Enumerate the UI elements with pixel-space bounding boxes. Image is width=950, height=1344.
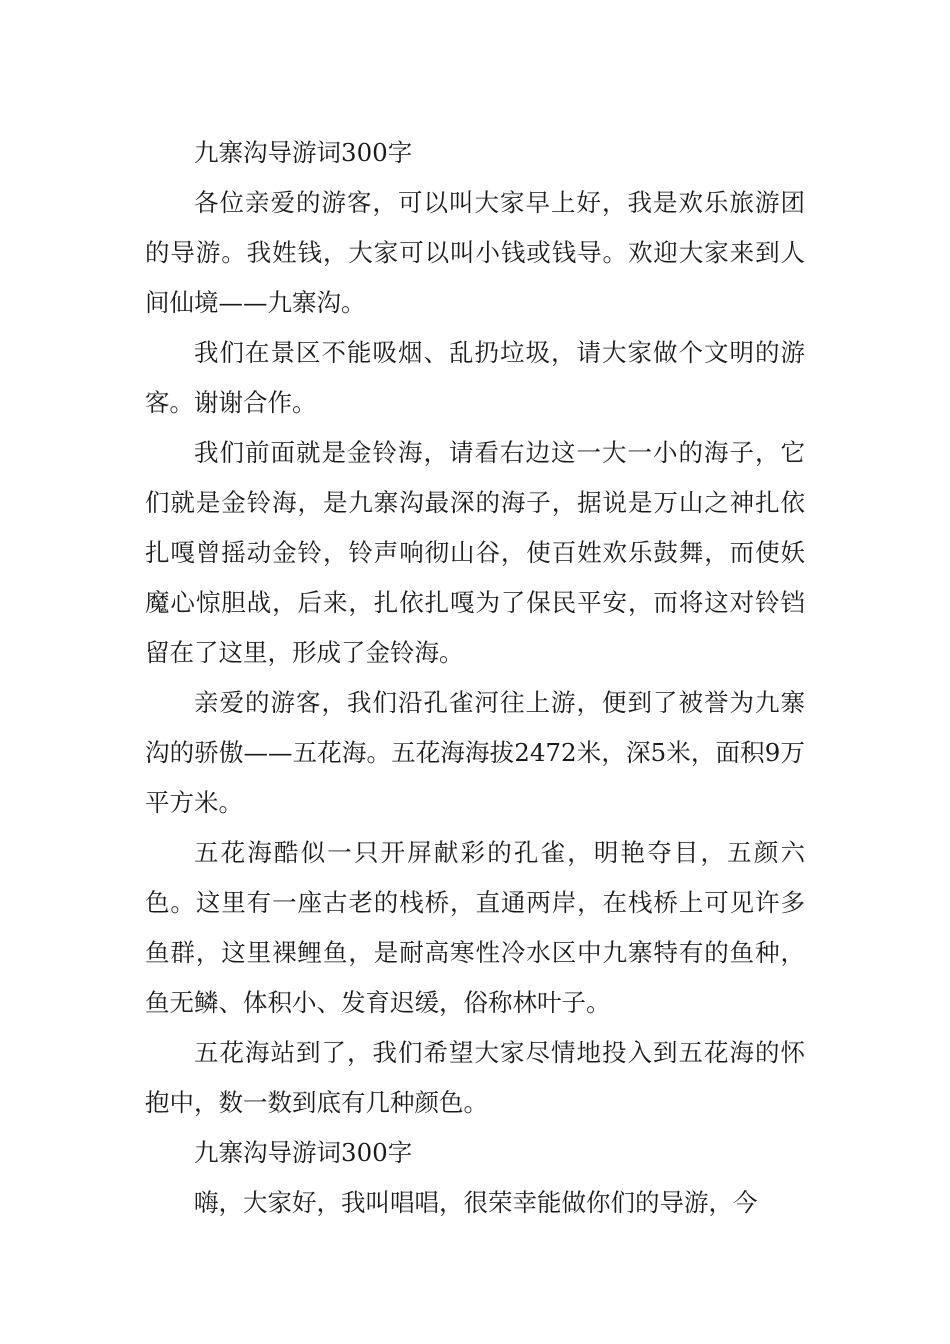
paragraph-wuhua-lake-arrival: 五花海站到了，我们希望大家尽情地投入到五花海的怀抱中，数一数到底有几种颜色。 [145, 1038, 805, 1117]
paragraph-wuhua-lake-intro: 亲爱的游客，我们沿孔雀河往上游，便到了被誉为九寨沟的骄傲——五花海。五花海海拔2472米，深5米，面积9万平方米。 [145, 688, 805, 817]
document-page [145, 128, 805, 1228]
paragraph-second-greeting: 嗨，大家好，我叫唱唱，很荣幸能做你们的导游，今 [194, 1188, 758, 1217]
paragraph-jinling-lake: 我们前面就是金铃海，请看右边这一大一小的海子，它们就是金铃海，是九寨沟最深的海子，据说是万山之神扎依扎嘎曾摇动金铃，铃声响彻山谷，使百姓欢乐鼓舞，而使妖魔心惊胆战，后来，扎依扎嘎为了保民平安，而将这对铃铛留在了这里，形成了金铃海。 [145, 438, 805, 667]
paragraph-rules: 我们在景区不能吸烟、乱扔垃圾，请大家做个文明的游客。谢谢合作。 [145, 338, 805, 417]
article-title-second: 九寨沟导游词300字 [194, 1138, 413, 1167]
paragraph-greeting: 各位亲爱的游客，可以叫大家早上好，我是欢乐旅游团的导游。我姓钱，大家可以叫小钱或钱导。欢迎大家来到人间仙境——九寨沟。 [145, 188, 805, 317]
article-title: 九寨沟导游词300字 [194, 138, 413, 167]
paragraph-wuhua-lake-detail: 五花海酷似一只开屏献彩的孔雀，明艳夺目，五颜六色。这里有一座古老的栈桥，直通两岸，在栈桥上可见许多鱼群，这里裸鲤鱼，是耐高寒性冷水区中九寨特有的鱼种，鱼无鳞、体积小、发育迟缓，俗称林叶子。 [145, 838, 805, 1017]
